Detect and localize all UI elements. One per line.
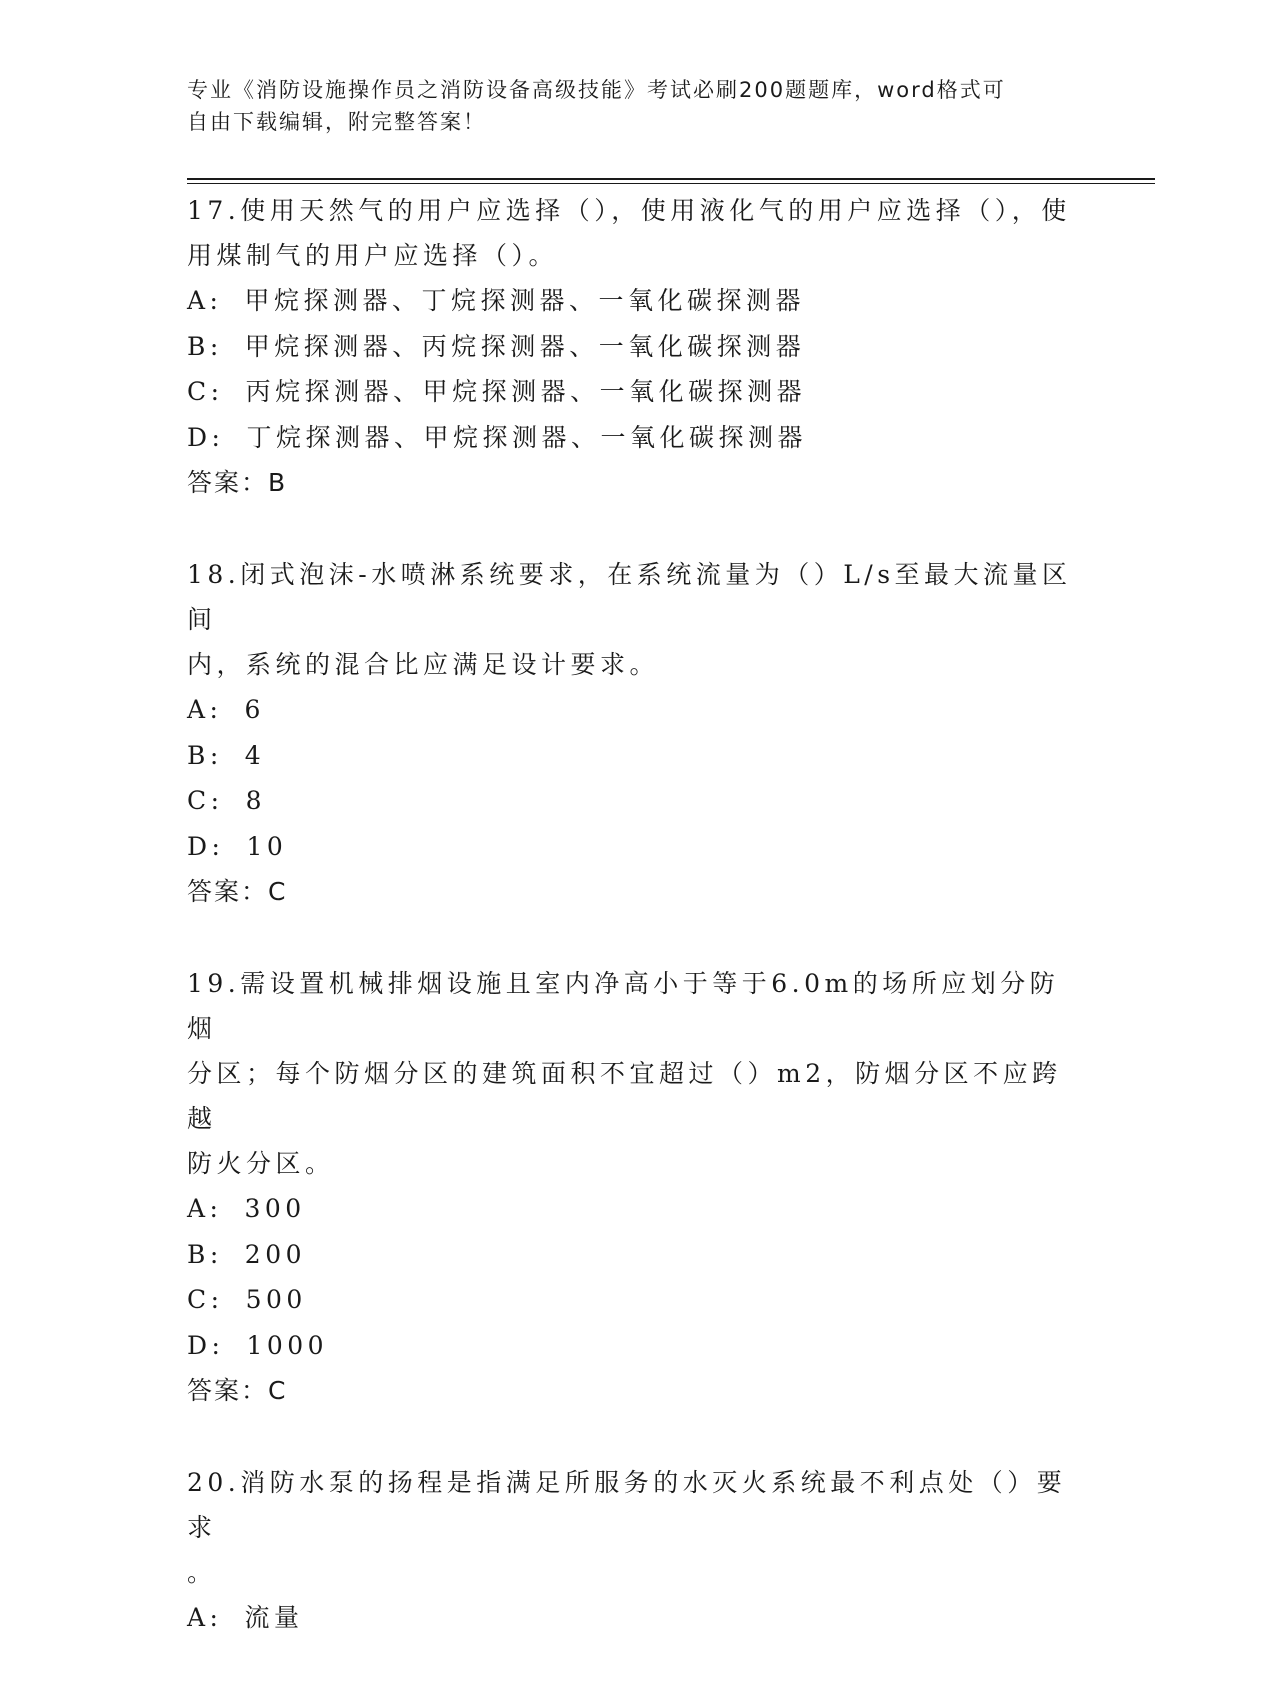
option-c <box>187 778 1087 824</box>
option-text: 1000 <box>246 1330 329 1360</box>
question-text <box>187 552 1087 687</box>
option-letter: C: <box>187 377 224 406</box>
option-letter: A: <box>187 695 223 724</box>
option-text: 10 <box>246 831 288 861</box>
option-text: 500 <box>245 1285 307 1314</box>
option-letter: B: <box>187 1239 223 1269</box>
option-b <box>187 324 1087 370</box>
question-18 <box>187 552 1087 914</box>
question-text <box>187 1460 1087 1595</box>
answer-label: 答案：B <box>187 468 288 497</box>
option-text: 甲烷探测器、丙烷探测器、一氧化碳探测器 <box>244 331 806 361</box>
option-letter: B: <box>187 331 223 361</box>
option-d <box>187 1323 1087 1369</box>
question-text-line: 内，系统的混合比应满足设计要求。 <box>187 650 660 679</box>
option-text: 丙烷探测器、甲烷探测器、一氧化碳探测器 <box>245 377 807 406</box>
option-letter: A: <box>187 1194 223 1223</box>
option-a <box>187 1595 1087 1641</box>
option-letter: C: <box>187 1285 224 1314</box>
option-letter: A: <box>187 1603 223 1632</box>
question-text <box>187 188 1087 278</box>
option-letter: B: <box>187 740 223 770</box>
question-text-line: 20.消防水泵的扬程是指满足所服务的水灭火系统最不利点处（）要求 <box>187 1468 1067 1542</box>
question-text <box>187 961 1087 1186</box>
option-b <box>187 1232 1087 1278</box>
option-c <box>187 1277 1087 1323</box>
option-text: 200 <box>244 1239 307 1269</box>
question-text-line: 用煤制气的用户应选择（）。 <box>187 241 559 270</box>
question-text-line: 18.闭式泡沫-水喷淋系统要求，在系统流量为（）L/s至最大流量区间 <box>187 560 1072 634</box>
question-text-line: 19.需设置机械排烟设施且室内净高小于等于6.0m的场所应划分防烟 <box>187 969 1060 1043</box>
option-b <box>187 733 1087 779</box>
option-text: 6 <box>244 695 265 724</box>
option-c <box>187 369 1087 415</box>
answer-label: 答案：C <box>187 1376 288 1405</box>
option-a <box>187 687 1087 733</box>
option-a <box>187 1186 1087 1232</box>
header-line-2: 自由下载编辑，附完整答案！ <box>187 110 486 134</box>
option-text: 300 <box>244 1194 306 1223</box>
option-d <box>187 415 1087 461</box>
header-divider-thin <box>187 183 1155 184</box>
question-list <box>187 188 1087 1688</box>
header-divider-thick <box>187 178 1155 180</box>
option-text: 流量 <box>244 1603 304 1632</box>
answer-label: 答案：C <box>187 877 288 906</box>
question-text-line: 。 <box>187 1558 217 1587</box>
option-letter: C: <box>187 786 224 815</box>
question-17 <box>187 188 1087 505</box>
option-text: 丁烷探测器、甲烷探测器、一氧化碳探测器 <box>246 422 807 452</box>
option-letter: D: <box>187 422 225 452</box>
option-letter: A: <box>187 286 223 315</box>
option-text: 甲烷探测器、丁烷探测器、一氧化碳探测器 <box>244 286 805 315</box>
question-text-line: 防火分区。 <box>187 1149 335 1178</box>
question-text-line: 17.使用天然气的用户应选择（），使用液化气的用户应选择（），使 <box>187 196 1071 225</box>
question-text-line: 分区；每个防烟分区的建筑面积不宜超过（）m2，防烟分区不应跨越 <box>187 1059 1062 1133</box>
option-a <box>187 278 1087 324</box>
option-letter: D: <box>187 1330 225 1360</box>
option-d <box>187 824 1087 870</box>
option-text: 4 <box>244 740 266 770</box>
option-letter: D: <box>187 831 225 861</box>
document-header <box>187 74 1067 138</box>
question-19 <box>187 961 1087 1413</box>
header-line-1: 专业《消防设施操作员之消防设备高级技能》考试必刷200题题库，word格式可 <box>187 78 1006 102</box>
option-text: 8 <box>245 786 266 815</box>
question-20 <box>187 1460 1087 1641</box>
